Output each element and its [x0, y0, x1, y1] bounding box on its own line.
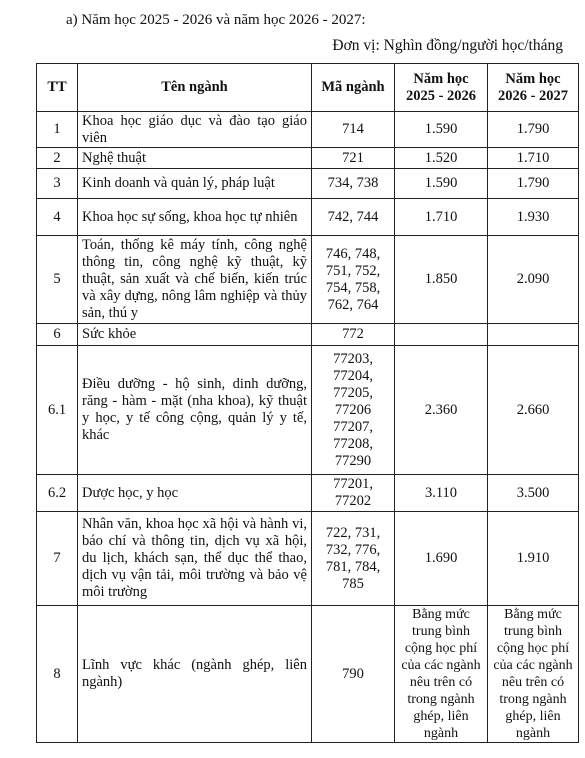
- row-fee-2026: 2.660: [488, 346, 579, 475]
- header-name: Tên ngành: [78, 64, 312, 112]
- table-row: [37, 199, 579, 236]
- row-tt: 6.1: [37, 346, 78, 475]
- row-name: Khoa học giáo dục và đào tạo giáo viên: [78, 112, 312, 148]
- row-name: Nhân văn, khoa học xã hội và hành vi, báo chí và thông tin, dịch vụ xã hội, du lịch, khách sạn, thể dục thể thao, dịch vụ vận tải, môi trường và bảo vệ môi trường: [78, 512, 312, 606]
- header-tt: TT: [37, 64, 78, 112]
- row-tt: 2: [37, 148, 78, 169]
- table-row: [37, 606, 579, 743]
- table-row: [37, 236, 579, 324]
- row-code: 734, 738: [312, 169, 395, 199]
- row-fee-2026: [488, 324, 579, 346]
- row-name: Điều dưỡng - hộ sinh, dinh dưỡng, răng - hàm - mặt (nha khoa), kỹ thuật y học, y tế công cộng, quản lý y tế, khác: [78, 346, 312, 475]
- row-fee-2025: 1.590: [395, 112, 488, 148]
- row-fee-2026: 1.790: [488, 169, 579, 199]
- row-name: Toán, thống kê máy tính, công nghệ thông tin, công nghệ kỹ thuật, kỹ thuật, sản xuất và chế biến, kiến trúc và xây dựng, nông lâm nghiệp và thủy sản, thú y: [78, 236, 312, 324]
- row-fee-2025: 1.590: [395, 169, 488, 199]
- tuition-fee-table: [36, 63, 579, 743]
- row-tt: 4: [37, 199, 78, 236]
- row-fee-2025: [395, 324, 488, 346]
- header-year-2025-line1: Năm học: [413, 70, 469, 87]
- row-code: 746, 748, 751, 752, 754, 758, 762, 764: [312, 236, 395, 324]
- row-name: Nghệ thuật: [78, 148, 312, 169]
- header-year-2026-line1: Năm học: [505, 70, 561, 87]
- row-tt: 6: [37, 324, 78, 346]
- row-fee-2025: 1.520: [395, 148, 488, 169]
- row-fee-2025: 1.710: [395, 199, 488, 236]
- row-tt: 8: [37, 606, 78, 743]
- row-code: 790: [312, 606, 395, 743]
- section-heading: a) Năm học 2025 - 2026 và năm học 2026 - 2027:: [66, 12, 366, 28]
- row-tt: 3: [37, 169, 78, 199]
- row-fee-2025: 3.110: [395, 475, 488, 512]
- table-row: [37, 512, 579, 606]
- row-fee-2026: Bằng mức trung bình cộng học phí của các ngành nêu trên có trong ngành ghép, liên ngành: [488, 606, 579, 743]
- row-fee-2025: 1.850: [395, 236, 488, 324]
- row-fee-2026: 1.710: [488, 148, 579, 169]
- unit-note: Đơn vị: Nghìn đồng/người học/tháng: [332, 37, 563, 54]
- row-code: 742, 744: [312, 199, 395, 236]
- row-tt: 1: [37, 112, 78, 148]
- row-tt: 5: [37, 236, 78, 324]
- row-fee-2026: 1.910: [488, 512, 579, 606]
- table-row: [37, 148, 579, 169]
- row-name: Sức khỏe: [78, 324, 312, 346]
- header-year-2026-line2: 2026 - 2027: [497, 87, 569, 104]
- table-row: [37, 112, 579, 148]
- row-fee-2026: 3.500: [488, 475, 579, 512]
- row-name: Lĩnh vực khác (ngành ghép, liên ngành): [78, 606, 312, 743]
- row-fee-2025: Bằng mức trung bình cộng học phí của các ngành nêu trên có trong ngành ghép, liên ngành: [395, 606, 488, 743]
- row-name: Khoa học sự sống, khoa học tự nhiên: [78, 199, 312, 236]
- row-fee-2026: 1.790: [488, 112, 579, 148]
- table-row: [37, 346, 579, 475]
- header-year-2025-line2: 2025 - 2026: [405, 87, 477, 104]
- row-name: Kinh doanh và quản lý, pháp luật: [78, 169, 312, 199]
- header-code: Mã ngành: [312, 64, 395, 112]
- row-code: 721: [312, 148, 395, 169]
- row-fee-2025: 2.360: [395, 346, 488, 475]
- table-row: [37, 169, 579, 199]
- table-row: [37, 324, 579, 346]
- row-code: 77203, 77204, 77205, 77206 77207, 77208, 77290: [312, 346, 395, 475]
- row-fee-2026: 2.090: [488, 236, 579, 324]
- table-row: [37, 475, 579, 512]
- row-name: Dược học, y học: [78, 475, 312, 512]
- row-code: 772: [312, 324, 395, 346]
- row-code: 77201, 77202: [312, 475, 395, 512]
- row-code: 722, 731, 732, 776, 781, 784, 785: [312, 512, 395, 606]
- table-header-row: [37, 64, 579, 112]
- row-fee-2026: 1.930: [488, 199, 579, 236]
- header-year-2025: [395, 64, 488, 112]
- row-tt: 6.2: [37, 475, 78, 512]
- row-code: 714: [312, 112, 395, 148]
- row-fee-2025: 1.690: [395, 512, 488, 606]
- header-year-2026: [488, 64, 579, 112]
- row-tt: 7: [37, 512, 78, 606]
